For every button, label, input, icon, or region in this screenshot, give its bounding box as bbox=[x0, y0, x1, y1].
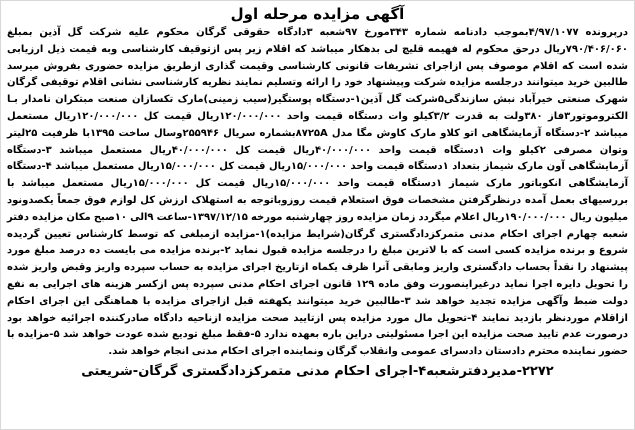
notice-body: درپرونده ۴/۹۷/۱۰۷۷بموجب دادنامه شماره ۳۴۳مورخ ۹۷شعبه ۳دادگاه حقوقی گرگان محکوم علیه شرکت گل آذین بمبلغ ۷۹۰/۴۰۶/۰۶۰ریال درحق محکوم له فهیمه قلیچ لی بدهکار میباشد که اقلام زیر پس ازتوقیف کارشناسی وبه قیمت ذیل ارزیابی شده است که اقلام موصوف پس ازاجرای تشریفات قانونی کارشناسی وقیمت گذاری ازطریق مزایده حضوری بفروش میرسد طالبین خرید میتوانند درجلسه مزایده شرکت وپیشنهاد خود را ارائه وتسلیم نمایند نظریه کارشناسی نشانی اقلام توقیفی گرگان شهرک صنعتی خیرآباد نبش سازندگی۵شرکت گل آذین۱-دستگاه پوستگیر(سیب زمینی)مارک تکسازان صنعت مبتکران نامدار بـا الکتروموتور۳فاز ۳۸۰ولت به قدرت ۳/۲کیلو وات دستگاه قیمت واحد ۱۲۰/۰۰۰/۰۰۰ریال قیمت کل ۱۲۰/۰۰۰/۰۰۰ریال مستعمل میباشد ۲-دستگاه آزمایشگاهی اتو کلاو مارک کاوش مگا مدل ۸۷۲۵Aبشماره سریال ۲۵۵۹۴۶وسال ساخت ۱۳۹۵با ظرفیت ۲۵لیتر وتوان مصرفی ۲کیلو وات ۱دستگاه قیمت واحد ۴۰/۰۰۰/۰۰۰ریال قیمت کل ۴۰/۰۰۰/۰۰۰ریال مستعمل میباشد ۳-دستگاه آزمایشگاهی آون مارک شیماز بتعداد ۱دستگاه قیمت واحد ۱۵/۰۰۰/۰۰۰ریال قیمت کل ۱۵/۰۰۰/۰۰۰ریال مستعمل میباشد ۴-دستگاه آزمایشگاهی انکوباتور مارک شیماز ۱دستگاه قیمت واحد ۱۵/۰۰۰/۰۰۰ریال قیمت کل ۱۵/۰۰۰/۰۰۰ریال مستعمل میباشد با بررسیهای بعمل آمده درنظرگرفتن مشخصات فوق استعلام قیمت روزوباتوجه به استهلاک ارزش کل لوازم فوق جمعاً یکصدونود میلیون ریال ۱۹۰/۰۰۰/۰۰۰ریال اعلام میگردد زمان مزایده روز چهارشنبه مورخه ۱۳۹۷/۱۲/۱۵-ساعت ۹الی ۱۰صبح مکان مزایده دفتر شعبه چهارم اجرای احکام مدنی متمرکزدادگستری گرگان(شرایط مزایده)۱-مزایده ازمبلغی که توسط کارشناس تعیین گردیده شروع و برنده مزایده کسی است که با لاترین مبلغ را درجلسه مزایده قبول نماید ۲-برنده مزایده می بایست ده درصد مبلغ مورد پیشنهاد را نقداً بحساب دادگستری واریز ومابقی آنرا ظرف یکماه ازتاریخ اجرای مزایده به حساب سپرده واریز وقبض واریز شده را تحویل دایره اجرا نماید درغیراینصورت وفق ماده ۱۲۹ قانون اجرای احکام مدنی سپرده پس ازکسر هزینه های اجرایی به نفع دولت ضبط وآگهی مزایده تجدید خواهد شد ۳-طالبین خرید میتوانند یکهفته قبل ازاجرای مزایده با هماهنگی این اجرای احکام ازاقلام موردنظر بازدید نمایند ۴-تحویل مال مورد مزایده پس ازتایید صحت مزایده ازناحیه دادگاه صادرکننده اجرائیه خواهد بود درصورت عدم تایید صحت مزایده این اجرا مسئولیتی دراین باره بعهده ندارد ۵-فقط مبلغ تودیع شده عودت خواهد شد ۵-مزایده با حضور نماینده محترم دادستان دادسرای عمومی وانقلاب گرگان ونماینده اجرای احکام مدنی انجام خواهد شد. bbox=[7, 27, 629, 358]
notice-title: آگهی مزایده مرحله اول bbox=[230, 5, 405, 23]
notice-signature: ۲۲۷۲-مدیردفترشعبه۴-اجرای احکام مدنی متمرکزدادگستری گرگان-شریعتی bbox=[81, 363, 554, 379]
